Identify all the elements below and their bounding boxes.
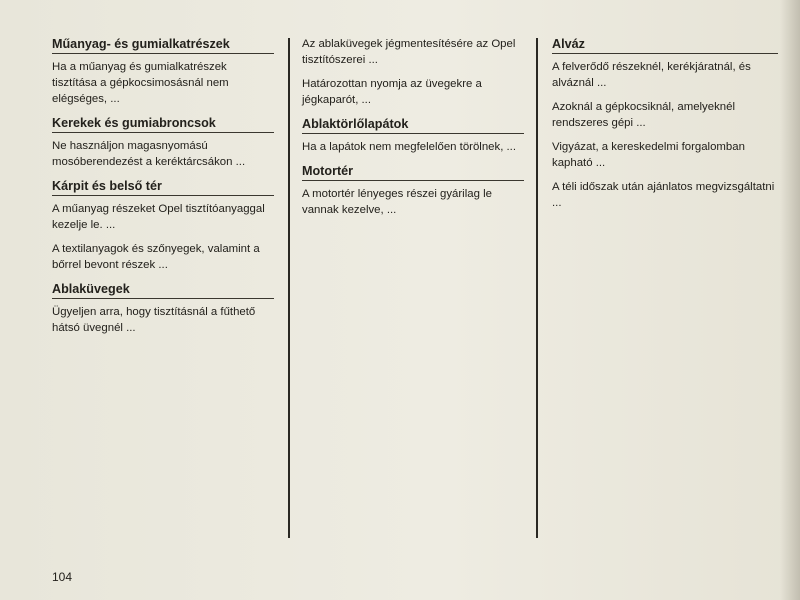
column-rule-2 xyxy=(536,38,538,538)
heading-windows: Ablaküvegek xyxy=(52,281,274,299)
paragraph: Vigyázat, a kereskedelmi forgalomban kapható ... xyxy=(552,141,745,169)
section-windows xyxy=(52,281,274,336)
heading-plastic-rubber: Műanyag- és gumialkatrészek xyxy=(52,36,274,54)
paragraph: Az ablaküvegek jégmentesítésére az Opel tisztítószerei ... xyxy=(302,38,516,66)
section-plastic-rubber xyxy=(52,36,274,107)
paragraph: A téli időszak után ajánlatos megvizsgáltatni ... xyxy=(552,181,775,209)
paragraph: Ügyeljen arra, hogy tisztításnál a fűthető hátsó üvegnél ... xyxy=(52,306,256,334)
section-wiper-blades xyxy=(302,116,524,155)
paragraph: Határozottan nyomja az üvegekre a jégkaparót, ... xyxy=(302,78,482,106)
paragraph: Azoknál a gépkocsiknál, amelyeknél rendszeres gépi ... xyxy=(552,101,735,129)
paragraph: Ne használjon magasnyomású mosóberendezést a keréktárcsákon ... xyxy=(52,140,246,168)
paragraph: Ha a lapátok nem megfelelően törölnek, ... xyxy=(302,141,517,153)
page-edge-shadow xyxy=(780,0,800,600)
heading-engine-bay: Motortér xyxy=(302,163,524,181)
paragraph: A műanyag részeket Opel tisztítóanyaggal kezelje le. ... xyxy=(52,203,265,231)
section-engine-bay xyxy=(302,163,524,218)
heading-upholstery: Kárpit és belső tér xyxy=(52,178,274,196)
paragraph: A textilanyagok és szőnyegek, valamint a bőrrel bevont részek ... xyxy=(52,243,260,271)
heading-wheels-tyres: Kerekek és gumiabroncsok xyxy=(52,115,274,133)
page-number: 104 xyxy=(52,570,73,584)
column-1 xyxy=(52,36,274,344)
section-upholstery xyxy=(52,178,274,273)
column-3 xyxy=(552,36,778,219)
paragraph: Ha a műanyag és gumialkatrészek tisztítása a gépkocsimosásnál nem elégséges, ... xyxy=(52,61,229,105)
heading-wiper-blades: Ablaktörlőlapátok xyxy=(302,116,524,134)
section-wheels-tyres xyxy=(52,115,274,170)
heading-underbody: Alváz xyxy=(552,36,778,54)
column-2 xyxy=(302,36,524,226)
paragraph: A motortér lényeges részei gyárilag le vannak kezelve, ... xyxy=(302,188,492,216)
column-rule-1 xyxy=(288,38,290,538)
section-underbody xyxy=(552,36,778,211)
paragraph: A felverődő részeknél, kerékjáratnál, és alváznál ... xyxy=(552,61,751,89)
section-windows-cont xyxy=(302,36,524,108)
